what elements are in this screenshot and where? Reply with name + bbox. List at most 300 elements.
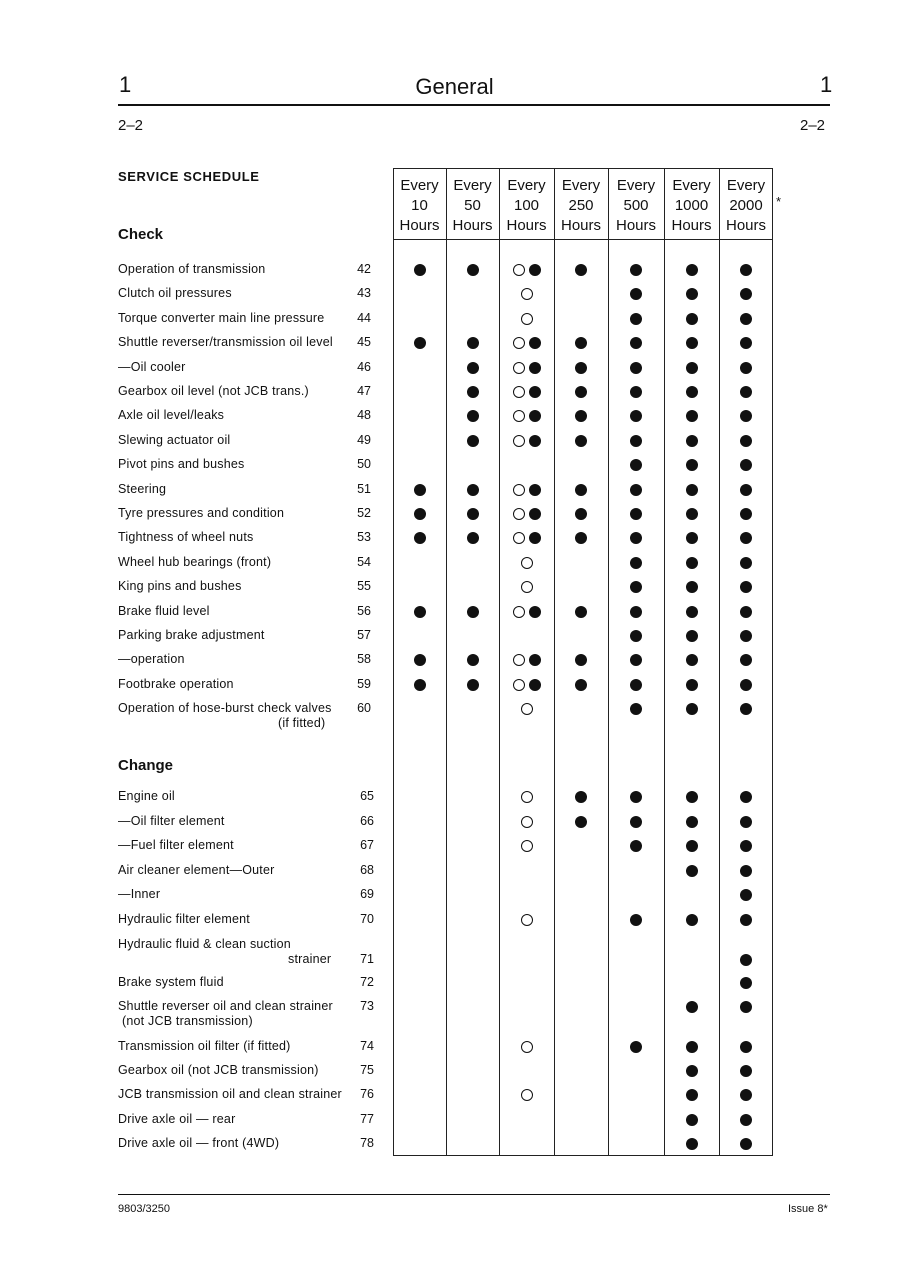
filled-circle-icon: [740, 977, 752, 989]
schedule-cell: [446, 998, 499, 1016]
schedule-cell: [446, 813, 499, 831]
schedule-cell: [719, 998, 773, 1016]
schedule-cell: [719, 951, 773, 969]
item-reference: 78: [360, 1136, 374, 1150]
schedule-cell: [393, 529, 446, 547]
schedule-cell: [608, 554, 664, 572]
item-label: —Oil filter element: [118, 814, 225, 828]
schedule-row: [393, 700, 773, 718]
schedule-cell: [393, 862, 446, 880]
filled-circle-icon: [630, 581, 642, 593]
schedule-cell: [446, 529, 499, 547]
schedule-cell: [499, 261, 554, 279]
schedule-cell: [393, 1135, 446, 1153]
schedule-cell: [664, 505, 719, 523]
filled-circle-icon: [467, 654, 479, 666]
schedule-cell: [664, 310, 719, 328]
schedule-cell: [664, 554, 719, 572]
schedule-cell: [719, 603, 773, 621]
filled-circle-icon: [630, 362, 642, 374]
schedule-cell: [664, 788, 719, 806]
filled-circle-icon: [630, 264, 642, 276]
schedule-cell: [608, 1135, 664, 1153]
item-label: Tyre pressures and condition: [118, 506, 285, 520]
column-header-line3: Hours: [506, 217, 547, 234]
filled-circle-icon: [414, 532, 426, 544]
item-label: Engine oil: [118, 789, 175, 803]
schedule-cell: [719, 334, 773, 352]
schedule-cell: [608, 456, 664, 474]
filled-circle-icon: [467, 362, 479, 374]
column-header: [446, 176, 499, 236]
schedule-cell: [393, 651, 446, 669]
item-label: Axle oil level/leaks: [118, 408, 225, 423]
column-header-line3: Hours: [560, 217, 601, 234]
schedule-row: [393, 529, 773, 547]
item-reference: 42: [357, 262, 371, 276]
schedule-cell: [608, 974, 664, 992]
column-header-line2: 10: [411, 197, 428, 214]
column-header-line3: Hours: [725, 217, 766, 234]
open-circle-icon: [513, 654, 525, 666]
open-circle-icon: [513, 337, 525, 349]
filled-circle-icon: [686, 1041, 698, 1053]
filled-circle-icon: [686, 1065, 698, 1077]
filled-circle-icon: [575, 264, 587, 276]
schedule-cell: [719, 432, 773, 450]
schedule-row: [393, 788, 773, 806]
column-header-line1: Every: [726, 177, 766, 194]
schedule-cell: [554, 837, 608, 855]
open-circle-icon: [521, 1089, 533, 1101]
schedule-cell: [499, 651, 554, 669]
item-reference: 55: [357, 579, 371, 594]
schedule-cell: [499, 974, 554, 992]
filled-circle-icon: [575, 337, 587, 349]
schedule-cell: [664, 529, 719, 547]
schedule-cell: [664, 700, 719, 718]
item-reference: 72: [360, 975, 374, 989]
column-header-line2: 1000: [674, 197, 709, 214]
filled-circle-icon: [630, 459, 642, 471]
filled-circle-icon: [414, 484, 426, 496]
schedule-row: [393, 481, 773, 499]
item-reference: 69: [360, 887, 374, 901]
schedule-cell: [664, 676, 719, 694]
item-reference: 47: [357, 384, 371, 398]
filled-circle-icon: [575, 606, 587, 618]
schedule-cell: [499, 285, 554, 303]
item-reference: 54: [357, 554, 371, 569]
filled-circle-icon: [740, 386, 752, 398]
open-circle-icon: [521, 1041, 533, 1053]
item-label: Steering: [118, 481, 167, 496]
schedule-cell: [393, 359, 446, 377]
schedule-cell: [554, 862, 608, 880]
schedule-cell: [446, 911, 499, 929]
item-reference: 46: [357, 359, 371, 374]
filled-circle-icon: [630, 313, 642, 325]
schedule-cell: [499, 700, 554, 718]
filled-circle-icon: [575, 816, 587, 828]
column-header-line3: Hours: [399, 217, 440, 234]
schedule-cell: [719, 886, 773, 904]
item-reference: 44: [357, 310, 371, 325]
schedule-cell: [393, 1086, 446, 1104]
filled-circle-icon: [414, 679, 426, 691]
item-reference: 49: [357, 432, 371, 447]
item-label: Brake fluid level: [118, 603, 210, 618]
schedule-cell: [719, 862, 773, 880]
item-reference: 56: [357, 603, 371, 618]
filled-circle-icon: [740, 581, 752, 593]
schedule-row: [393, 998, 773, 1016]
column-header-line3: Hours: [615, 217, 656, 234]
filled-circle-icon: [740, 362, 752, 374]
schedule-cell: [446, 627, 499, 645]
schedule-cell: [554, 407, 608, 425]
filled-circle-icon: [686, 865, 698, 877]
schedule-cell: [499, 554, 554, 572]
schedule-cell: [499, 481, 554, 499]
open-circle-icon: [521, 703, 533, 715]
filled-circle-icon: [686, 410, 698, 422]
schedule-cell: [664, 1038, 719, 1056]
schedule-cell: [554, 578, 608, 596]
schedule-cell: [664, 886, 719, 904]
schedule-row: [393, 862, 773, 880]
filled-circle-icon: [575, 679, 587, 691]
filled-circle-icon: [529, 337, 541, 349]
filled-circle-icon: [467, 435, 479, 447]
filled-circle-icon: [529, 435, 541, 447]
schedule-cell: [446, 481, 499, 499]
issue-number: Issue 8*: [788, 1203, 828, 1215]
schedule-cell: [664, 974, 719, 992]
schedule-cell: [664, 651, 719, 669]
schedule-cell: [554, 974, 608, 992]
item-label: Wheel hub bearings (front): [118, 554, 272, 569]
schedule-cell: [719, 310, 773, 328]
filled-circle-icon: [740, 606, 752, 618]
schedule-cell: [719, 505, 773, 523]
schedule-cell: [719, 481, 773, 499]
schedule-cell: [446, 261, 499, 279]
schedule-cell: [608, 334, 664, 352]
schedule-cell: [554, 813, 608, 831]
schedule-cell: [554, 310, 608, 328]
open-circle-icon: [513, 606, 525, 618]
schedule-cell: [499, 1111, 554, 1129]
filled-circle-icon: [686, 508, 698, 520]
schedule-cell: [664, 383, 719, 401]
schedule-cell: [554, 481, 608, 499]
filled-circle-icon: [575, 532, 587, 544]
filled-circle-icon: [740, 435, 752, 447]
filled-circle-icon: [630, 679, 642, 691]
schedule-cell: [393, 788, 446, 806]
schedule-cell: [393, 505, 446, 523]
item-label: Hydraulic fluid & clean suction: [118, 937, 291, 951]
item-reference: 57: [357, 628, 371, 642]
open-circle-icon: [521, 914, 533, 926]
schedule-cell: [554, 788, 608, 806]
schedule-cell: [719, 788, 773, 806]
filled-circle-icon: [529, 508, 541, 520]
schedule-cell: [664, 1086, 719, 1104]
schedule-cell: [393, 1038, 446, 1056]
schedule-cell: [499, 862, 554, 880]
item-reference: 75: [360, 1063, 374, 1077]
filled-circle-icon: [630, 484, 642, 496]
schedule-cell: [664, 285, 719, 303]
filled-circle-icon: [575, 410, 587, 422]
item-reference: 58: [357, 652, 371, 667]
column-header-line2: 2000: [729, 197, 763, 214]
schedule-cell: [554, 951, 608, 969]
schedule-cell: [608, 700, 664, 718]
schedule-cell: [719, 813, 773, 831]
schedule-cell: [499, 886, 554, 904]
page-number-right: 2–2: [800, 117, 826, 134]
filled-circle-icon: [529, 264, 541, 276]
schedule-cell: [664, 837, 719, 855]
schedule-cell: [719, 578, 773, 596]
schedule-row: [393, 974, 773, 992]
page-number-left: 2–2: [118, 117, 144, 134]
schedule-cell: [499, 951, 554, 969]
item-label: Operation of transmission: [118, 262, 266, 276]
schedule-cell: [664, 334, 719, 352]
schedule-cell: [393, 554, 446, 572]
item-reference: 52: [357, 506, 371, 520]
schedule-cell: [608, 1111, 664, 1129]
filled-circle-icon: [686, 840, 698, 852]
item-label: Gearbox oil (not JCB transmission): [118, 1063, 319, 1077]
schedule-row: [393, 334, 773, 352]
item-reference: 71: [360, 952, 374, 966]
filled-circle-icon: [740, 679, 752, 691]
schedule-row: [393, 837, 773, 855]
filled-circle-icon: [529, 386, 541, 398]
filled-circle-icon: [740, 264, 752, 276]
schedule-cell: [499, 456, 554, 474]
item-label: Shuttle reverser oil and clean strainer: [118, 999, 333, 1013]
filled-circle-icon: [740, 557, 752, 569]
change-heading: Change: [118, 757, 174, 774]
schedule-cell: [393, 974, 446, 992]
schedule-cell: [719, 359, 773, 377]
filled-circle-icon: [575, 362, 587, 374]
filled-circle-icon: [467, 532, 479, 544]
item-label-continued: (not JCB transmission): [122, 1014, 253, 1028]
schedule-row: [393, 1086, 773, 1104]
schedule-cell: [608, 285, 664, 303]
filled-circle-icon: [414, 337, 426, 349]
filled-circle-icon: [740, 1114, 752, 1126]
item-label: Clutch oil pressures: [118, 286, 232, 301]
schedule-cell: [446, 951, 499, 969]
filled-circle-icon: [686, 264, 698, 276]
filled-circle-icon: [414, 508, 426, 520]
schedule-cell: [393, 837, 446, 855]
filled-circle-icon: [686, 1089, 698, 1101]
schedule-cell: [393, 334, 446, 352]
filled-circle-icon: [686, 630, 698, 642]
schedule-cell: [554, 886, 608, 904]
schedule-cell: [499, 407, 554, 425]
schedule-cell: [608, 578, 664, 596]
schedule-cell: [608, 627, 664, 645]
item-label: Slewing actuator oil: [118, 432, 231, 447]
schedule-cell: [446, 1135, 499, 1153]
schedule-cell: [664, 951, 719, 969]
schedule-cell: [393, 998, 446, 1016]
schedule-row: [393, 603, 773, 621]
schedule-cell: [554, 700, 608, 718]
schedule-cell: [664, 359, 719, 377]
column-header-line1: Every: [507, 177, 546, 194]
filled-circle-icon: [630, 791, 642, 803]
schedule-cell: [719, 1111, 773, 1129]
item-label: —Oil cooler: [118, 359, 186, 374]
schedule-cell: [554, 911, 608, 929]
open-circle-icon: [521, 313, 533, 325]
column-header-line1: Every: [672, 177, 711, 194]
schedule-cell: [608, 862, 664, 880]
footer-rule: [118, 1194, 830, 1195]
schedule-cell: [446, 1062, 499, 1080]
schedule-cell: [608, 788, 664, 806]
schedule-row: [393, 886, 773, 904]
filled-circle-icon: [630, 337, 642, 349]
schedule-cell: [608, 359, 664, 377]
filled-circle-icon: [575, 508, 587, 520]
schedule-cell: [446, 1086, 499, 1104]
filled-circle-icon: [686, 484, 698, 496]
schedule-cell: [608, 529, 664, 547]
item-label: Tightness of wheel nuts: [118, 530, 254, 545]
filled-circle-icon: [740, 954, 752, 966]
schedule-cell: [499, 310, 554, 328]
schedule-cell: [393, 700, 446, 718]
schedule-cell: [446, 862, 499, 880]
filled-circle-icon: [740, 337, 752, 349]
filled-circle-icon: [686, 557, 698, 569]
schedule-cell: [608, 886, 664, 904]
check-heading: Check: [118, 226, 164, 243]
filled-circle-icon: [686, 313, 698, 325]
column-header-line2: 250: [568, 197, 594, 214]
schedule-cell: [446, 1038, 499, 1056]
filled-circle-icon: [529, 532, 541, 544]
schedule-cell: [719, 383, 773, 401]
schedule-cell: [446, 505, 499, 523]
schedule-cell: [499, 383, 554, 401]
open-circle-icon: [513, 532, 525, 544]
schedule-title: SERVICE SCHEDULE: [118, 169, 260, 184]
filled-circle-icon: [575, 654, 587, 666]
filled-circle-icon: [740, 532, 752, 544]
filled-circle-icon: [686, 606, 698, 618]
filled-circle-icon: [740, 816, 752, 828]
item-reference: 43: [357, 286, 371, 301]
column-header-line3: Hours: [452, 217, 493, 234]
column-header: [554, 176, 608, 236]
schedule-cell: [393, 481, 446, 499]
filled-circle-icon: [740, 654, 752, 666]
schedule-cell: [608, 676, 664, 694]
schedule-row: [393, 1111, 773, 1129]
schedule-row: [393, 951, 773, 969]
schedule-cell: [499, 529, 554, 547]
item-reference: 73: [360, 999, 374, 1013]
filled-circle-icon: [686, 337, 698, 349]
column-header-line2: 100: [513, 197, 540, 214]
header-rule: [118, 104, 830, 106]
schedule-cell: [608, 951, 664, 969]
item-label: Gearbox oil level (not JCB trans.): [118, 384, 309, 398]
schedule-cell: [554, 554, 608, 572]
schedule-cell: [719, 627, 773, 645]
schedule-cell: [608, 1038, 664, 1056]
schedule-cell: [554, 651, 608, 669]
item-label: Brake system fluid: [118, 975, 224, 989]
schedule-cell: [608, 432, 664, 450]
chapter-number-left: 1: [119, 72, 132, 97]
schedule-cell: [393, 456, 446, 474]
item-label: JCB transmission oil and clean strainer: [118, 1087, 342, 1101]
filled-circle-icon: [686, 679, 698, 691]
open-circle-icon: [513, 264, 525, 276]
schedule-cell: [446, 974, 499, 992]
schedule-cell: [608, 481, 664, 499]
schedule-cell: [499, 813, 554, 831]
filled-circle-icon: [575, 484, 587, 496]
filled-circle-icon: [630, 508, 642, 520]
schedule-cell: [499, 1062, 554, 1080]
header-divider: [393, 239, 773, 240]
schedule-cell: [719, 1038, 773, 1056]
item-label: Transmission oil filter (if fitted): [118, 1039, 291, 1053]
schedule-cell: [499, 627, 554, 645]
open-circle-icon: [521, 840, 533, 852]
item-label: Air cleaner element—Outer: [118, 863, 275, 877]
schedule-cell: [446, 676, 499, 694]
asterisk-note: *: [776, 194, 782, 209]
schedule-cell: [499, 432, 554, 450]
open-circle-icon: [513, 435, 525, 447]
schedule-cell: [554, 603, 608, 621]
schedule-cell: [664, 911, 719, 929]
schedule-row: [393, 456, 773, 474]
filled-circle-icon: [630, 386, 642, 398]
schedule-cell: [499, 788, 554, 806]
schedule-cell: [446, 407, 499, 425]
schedule-cell: [719, 261, 773, 279]
filled-circle-icon: [529, 410, 541, 422]
filled-circle-icon: [630, 816, 642, 828]
filled-circle-icon: [630, 1041, 642, 1053]
item-label: King pins and bushes: [118, 579, 242, 594]
item-label: Drive axle oil — front (4WD): [118, 1136, 280, 1150]
filled-circle-icon: [686, 1114, 698, 1126]
schedule-cell: [393, 813, 446, 831]
schedule-row: [393, 627, 773, 645]
schedule-cell: [719, 1086, 773, 1104]
filled-circle-icon: [467, 337, 479, 349]
open-circle-icon: [521, 288, 533, 300]
